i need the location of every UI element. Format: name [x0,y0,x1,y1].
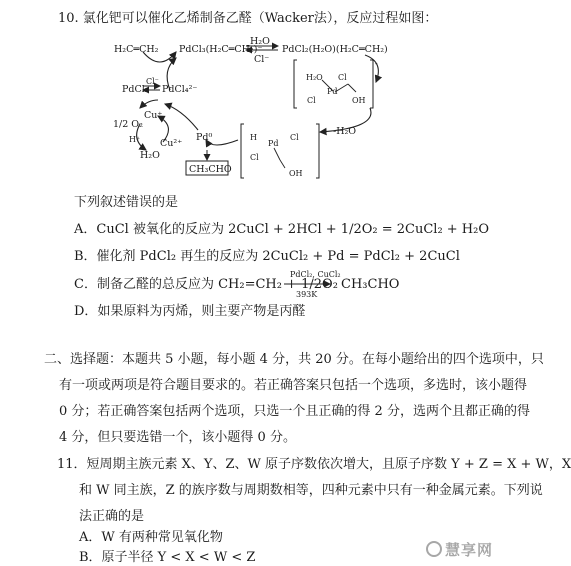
q10-option-b: B．催化剂 PdCl₂ 再生的反应为 2CuCl₂ + Pd = PdCl₂ + 2CuCl [74,249,460,264]
section2-line-2: 有一项或两项是符合题目要求的。若正确答案只包括一个选项，多选时，该小题得 [59,378,528,393]
section2-line-3: 0 分；若正确答案包括两个选项，只选一个且正确的得 2 分，选两个且都正确的得 [59,404,530,419]
q10-option-c-prefix: C．制备乙醛的总反应为 CH₂=CH₂ + 1/2O₂ [74,277,338,292]
diagram-arrows [0,0,499,200]
product-label: CH₃CHO [189,164,232,175]
water-label: H₂O [250,36,270,47]
q10-stem: 10. 氯化钯可以催化乙烯制备乙醛（Wacker法），反应过程如图： [58,11,438,26]
q10-option-c-cond-bottom: 393K [296,290,318,299]
q11-line-2: 和 W 同主族，Z 的族序数与周期数相等，四种元素中只有一种金属元素。下列说 [79,483,543,498]
complex3-pd: Pd [327,87,338,96]
minus-water-label: -H₂O [333,126,357,137]
watermark-text: 慧享网 [444,541,493,559]
q11-option-b: B．原子半径 Y < X < W < Z [79,550,256,565]
half-o2-label: 1/2 O₂ [113,119,143,130]
complex3-oh: OH [352,96,366,105]
pd-complex-1: PdCl₃(H₂C═CH₂)⁻ [179,44,263,55]
pd0-label: Pd⁰ [196,132,213,143]
complex4-oh: OH [289,169,303,178]
h2o-bottom-label: H₂O [140,150,160,161]
pd-complex-2: PdCl₂(H₂O)(H₂C═CH₂) [282,44,388,55]
q10-intro: 下列叙述错误的是 [74,195,179,210]
cu-2plus-label: Cu²⁺ [160,138,183,149]
q10-option-d: D．如果原料为丙烯，则主要产物是丙醛 [74,304,306,319]
watermark-logo-icon [426,541,442,557]
complex4-pd: Pd [268,139,279,148]
complex3-charge: - [375,59,378,68]
q11-option-a: A．W 有两种常见氧化物 [79,530,223,545]
ethylene-label: H₂C═CH₂ [114,44,159,55]
watermark [426,539,493,560]
complex3-water: H₂O [306,73,323,82]
complex3-cl-top: Cl [338,73,347,82]
cu-plus-label: Cu⁺ [144,110,163,121]
section2-line-1: 二、选择题：本题共 5 小题，每小题 4 分，共 20 分。在每小题给出的四个选项中，只 [44,352,544,367]
q10-option-c-suffix: CH₃CHO [341,277,400,292]
q11-line-1: 11．短周期主族元素 X、Y、Z、W 原子序数依次增大，且原子序数 Y + Z = X + W，X [57,457,571,472]
complex4-cl-top: Cl [290,133,299,142]
cl-minus-label: Cl⁻ [146,77,159,86]
q11-line-3: 法正确的是 [79,509,145,524]
complex4-cl-left: Cl [250,153,259,162]
section2-line-4: 4 分，但只要选错一个，该小题得 0 分。 [59,430,296,445]
q10-option-a: A．CuCl 被氧化的反应为 2CuCl + 2HCl + 1/2O₂ = 2CuCl₂ + H₂O [74,222,490,237]
complex3-cl-left: Cl [307,96,316,105]
pdcl4-label: PdCl₄²⁻ [162,84,198,95]
h-plus-label: H⁺ [129,135,141,144]
chloride-label: Cl⁻ [254,54,270,65]
pdcl2-label: PdCl₂ [122,84,149,95]
complex4-h: H [250,133,257,142]
q10-option-c-cond-top: PdCl₂, CuCl₂ [290,270,341,279]
